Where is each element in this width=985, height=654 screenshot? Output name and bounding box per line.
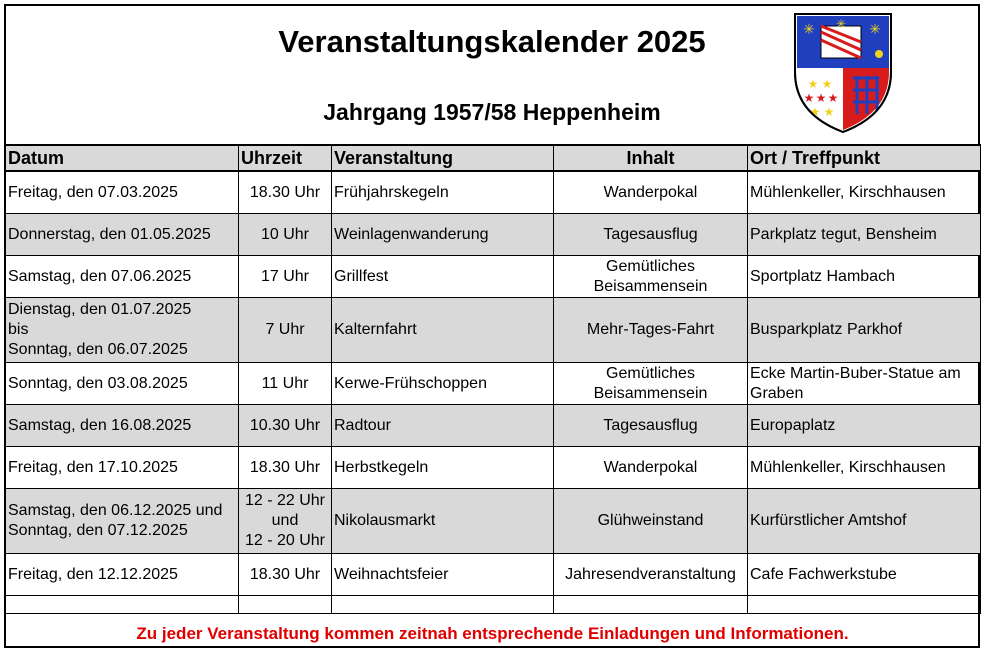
table-row bbox=[6, 363, 981, 405]
cell-line: Beisammensein bbox=[593, 277, 708, 295]
cell-line: 12 - 20 Uhr bbox=[244, 532, 326, 549]
table-row bbox=[6, 405, 981, 447]
cell-line: Ecke Martin-Buber-Statue am bbox=[750, 364, 961, 382]
svg-text:★: ★ bbox=[827, 91, 839, 105]
cell-datum bbox=[6, 298, 239, 363]
cell-line: Tagesausflug bbox=[603, 225, 698, 243]
cell-veranstaltung: Radtour bbox=[332, 405, 554, 447]
cell-uhrzeit bbox=[239, 214, 332, 256]
cell-veranstaltung: Weihnachtsfeier bbox=[332, 554, 554, 596]
cell-line: Gemütliches bbox=[606, 257, 695, 275]
cell-line: 10.30 Uhr bbox=[249, 416, 321, 434]
cell-inhalt bbox=[554, 214, 748, 256]
cell-line: Glühweinstand bbox=[597, 512, 704, 529]
cell-veranstaltung: Frühjahrskegeln bbox=[332, 171, 554, 214]
cell-datum bbox=[6, 447, 239, 489]
svg-text:★: ★ bbox=[807, 77, 819, 91]
cell-ort bbox=[748, 447, 981, 489]
cell-line: Mühlenkeller, Kirschhausen bbox=[750, 183, 946, 201]
cell-line: 18.30 Uhr bbox=[249, 183, 321, 201]
cell-inhalt bbox=[554, 363, 748, 405]
cell-line: 10 Uhr bbox=[260, 225, 310, 243]
table-header-row bbox=[6, 145, 981, 171]
cell-uhrzeit bbox=[239, 171, 332, 214]
cell-line: Samstag, den 07.06.2025 bbox=[8, 267, 192, 285]
svg-text:✳: ✳ bbox=[835, 17, 847, 31]
page-subtitle: Jahrgang 1957/58 Heppenheim bbox=[323, 99, 661, 125]
cell-line: Donnerstag, den 01.05.2025 bbox=[8, 225, 211, 243]
svg-text:★: ★ bbox=[823, 105, 835, 119]
cell-line: 17 Uhr bbox=[260, 267, 310, 285]
column-header-inhalt: Inhalt bbox=[554, 145, 748, 171]
cell-line: Sonntag, den 07.12.2025 bbox=[8, 522, 188, 539]
cell-datum bbox=[6, 405, 239, 447]
cell-ort bbox=[748, 214, 981, 256]
cell-ort bbox=[748, 363, 981, 405]
cell-line: Tagesausflug bbox=[603, 416, 698, 434]
empty-cell bbox=[554, 596, 748, 614]
cell-line: Europaplatz bbox=[750, 416, 836, 434]
cell-uhrzeit bbox=[239, 256, 332, 298]
cell-inhalt bbox=[554, 298, 748, 363]
cell-veranstaltung: Kalternfahrt bbox=[332, 298, 554, 363]
cell-datum bbox=[6, 554, 239, 596]
cell-datum bbox=[6, 363, 239, 405]
table-row bbox=[6, 298, 981, 363]
cell-ort bbox=[748, 405, 981, 447]
cell-line: Freitag, den 07.03.2025 bbox=[8, 183, 178, 201]
cell-ort bbox=[748, 489, 981, 554]
column-header-uhrzeit: Uhrzeit bbox=[239, 145, 332, 171]
cell-line: 7 Uhr bbox=[265, 321, 305, 338]
cell-inhalt bbox=[554, 171, 748, 214]
cell-line: Sonntag, den 03.08.2025 bbox=[8, 374, 188, 392]
svg-text:✳: ✳ bbox=[803, 21, 815, 37]
svg-text:★: ★ bbox=[815, 91, 827, 105]
empty-cell bbox=[6, 596, 239, 614]
cell-uhrzeit bbox=[239, 447, 332, 489]
cell-inhalt bbox=[554, 489, 748, 554]
cell-line: Freitag, den 12.12.2025 bbox=[8, 565, 178, 583]
cell-line: Busparkplatz Parkhof bbox=[750, 321, 903, 338]
page-title: Veranstaltungskalender 2025 bbox=[278, 24, 706, 59]
cell-line: Sonntag, den 06.07.2025 bbox=[8, 341, 188, 358]
column-header-datum: Datum bbox=[6, 145, 239, 171]
cell-uhrzeit bbox=[239, 363, 332, 405]
cell-line: Mühlenkeller, Kirschhausen bbox=[750, 458, 946, 476]
table-row bbox=[6, 554, 981, 596]
cell-line: Wanderpokal bbox=[603, 183, 698, 201]
cell-line: Mehr-Tages-Fahrt bbox=[586, 321, 715, 338]
cell-uhrzeit bbox=[239, 554, 332, 596]
cell-inhalt bbox=[554, 405, 748, 447]
cell-line: Samstag, den 16.08.2025 bbox=[8, 416, 192, 434]
cell-line: Wanderpokal bbox=[603, 458, 698, 476]
cell-ort bbox=[748, 298, 981, 363]
table-row bbox=[6, 256, 981, 298]
cell-inhalt bbox=[554, 554, 748, 596]
empty-cell bbox=[748, 596, 981, 614]
table-row bbox=[6, 214, 981, 256]
svg-text:★: ★ bbox=[803, 91, 815, 105]
cell-line: Freitag, den 17.10.2025 bbox=[8, 458, 178, 476]
cell-ort bbox=[748, 256, 981, 298]
cell-line: Dienstag, den 01.07.2025 bbox=[8, 301, 192, 318]
cell-line: Jahresendveranstaltung bbox=[565, 565, 736, 583]
svg-text:★: ★ bbox=[809, 105, 821, 119]
column-header-ort: Ort / Treffpunkt bbox=[748, 145, 981, 171]
cell-inhalt bbox=[554, 256, 748, 298]
cell-line: und bbox=[271, 512, 299, 529]
column-header-veranstaltung: Veranstaltung bbox=[332, 145, 554, 171]
svg-text:★: ★ bbox=[821, 77, 833, 91]
coat-of-arms-icon bbox=[791, 10, 895, 136]
empty-cell bbox=[332, 596, 554, 614]
cell-line: Kurfürstlicher Amtshof bbox=[750, 512, 907, 529]
cell-veranstaltung: Herbstkegeln bbox=[332, 447, 554, 489]
empty-row bbox=[6, 596, 981, 614]
empty-cell bbox=[239, 596, 332, 614]
cell-line: Beisammensein bbox=[593, 384, 708, 402]
cell-veranstaltung: Nikolausmarkt bbox=[332, 489, 554, 554]
cell-uhrzeit bbox=[239, 405, 332, 447]
cell-ort bbox=[748, 554, 981, 596]
cell-uhrzeit bbox=[239, 298, 332, 363]
cell-veranstaltung: Weinlagenwanderung bbox=[332, 214, 554, 256]
cell-line: 12 - 22 Uhr bbox=[244, 492, 326, 509]
cell-datum bbox=[6, 214, 239, 256]
event-table bbox=[5, 144, 981, 614]
cell-line: Cafe Fachwerkstube bbox=[750, 565, 897, 583]
table-row bbox=[6, 489, 981, 554]
cell-line: Gemütliches bbox=[606, 364, 695, 382]
cell-datum bbox=[6, 256, 239, 298]
cell-uhrzeit bbox=[239, 489, 332, 554]
cell-line: Parkplatz tegut, Bensheim bbox=[750, 225, 937, 243]
cell-line: Samstag, den 06.12.2025 und bbox=[8, 502, 223, 519]
cell-veranstaltung: Grillfest bbox=[332, 256, 554, 298]
cell-datum bbox=[6, 489, 239, 554]
svg-text:✳: ✳ bbox=[869, 21, 881, 37]
table-row bbox=[6, 171, 981, 214]
footer-note: Zu jeder Veranstaltung kommen zeitnah entsprechende Einladungen und Informationen. bbox=[136, 624, 849, 643]
cell-line: Graben bbox=[750, 384, 804, 402]
cell-ort bbox=[748, 171, 981, 214]
cell-inhalt bbox=[554, 447, 748, 489]
cell-veranstaltung: Kerwe-Frühschoppen bbox=[332, 363, 554, 405]
table-row bbox=[6, 447, 981, 489]
cell-line: Sportplatz Hambach bbox=[750, 267, 895, 285]
cell-line: 11 Uhr bbox=[261, 374, 309, 392]
cell-datum bbox=[6, 171, 239, 214]
cell-line: 18.30 Uhr bbox=[249, 565, 321, 583]
cell-line: 18.30 Uhr bbox=[249, 458, 321, 476]
cell-line: bis bbox=[8, 321, 29, 338]
